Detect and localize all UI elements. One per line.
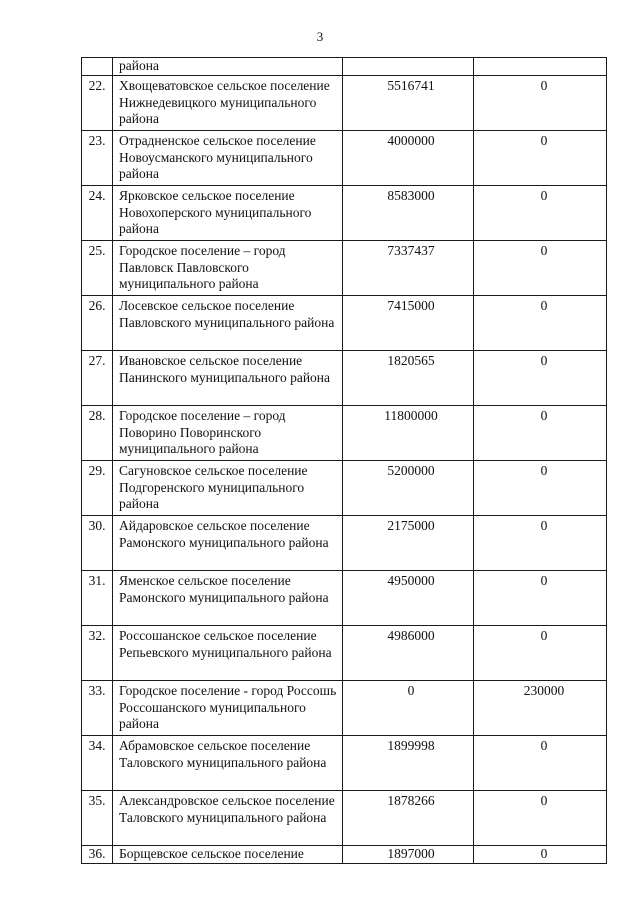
amount-value-1: 4986000 <box>343 626 474 681</box>
amount-value-1: 0 <box>343 681 474 736</box>
amount-value-2: 0 <box>474 186 607 241</box>
amount-value-1: 1878266 <box>343 791 474 846</box>
settlement-name: Городское поселение – город Павловск Павловского муниципального района <box>113 241 343 296</box>
row-number: 27. <box>82 351 113 406</box>
settlement-name: Городское поселение – город Поворино Поворинского муниципального района <box>113 406 343 461</box>
row-number: 28. <box>82 406 113 461</box>
amount-value-2: 0 <box>474 461 607 516</box>
row-number: 32. <box>82 626 113 681</box>
row-number <box>82 58 113 76</box>
amount-value-2: 230000 <box>474 681 607 736</box>
amount-value-2: 0 <box>474 516 607 571</box>
table-body <box>82 58 607 864</box>
table-row <box>82 461 607 516</box>
settlement-name: Александровское сельское поселение Таловского муниципального района <box>113 791 343 846</box>
table-row <box>82 516 607 571</box>
amount-value-2: 0 <box>474 76 607 131</box>
row-number: 30. <box>82 516 113 571</box>
row-number: 33. <box>82 681 113 736</box>
amount-value-2: 0 <box>474 406 607 461</box>
row-number: 35. <box>82 791 113 846</box>
row-number: 23. <box>82 131 113 186</box>
table-row <box>82 296 607 351</box>
table-row <box>82 681 607 736</box>
table-row <box>82 186 607 241</box>
settlement-name: Борщевское сельское поселение <box>113 846 343 864</box>
settlement-name: Отрадненское сельское поселение Новоусманского муниципального района <box>113 131 343 186</box>
amount-value-1: 4950000 <box>343 571 474 626</box>
table-row <box>82 76 607 131</box>
page-number: 3 <box>316 29 324 44</box>
amount-value-2: 0 <box>474 736 607 791</box>
amount-value-2: 0 <box>474 296 607 351</box>
amount-value-1: 1820565 <box>343 351 474 406</box>
amount-value-2: 0 <box>474 791 607 846</box>
settlement-name: Ярковское сельское поселение Новохоперского муниципального района <box>113 186 343 241</box>
table-row <box>82 241 607 296</box>
table-row <box>82 406 607 461</box>
amount-value-2: 0 <box>474 846 607 864</box>
settlement-name: Ивановское сельское поселение Панинского муниципального района <box>113 351 343 406</box>
row-number: 29. <box>82 461 113 516</box>
settlement-name: Городское поселение - город Россошь Россошанского муниципального района <box>113 681 343 736</box>
amount-value-1 <box>343 58 474 76</box>
amount-value-1: 11800000 <box>343 406 474 461</box>
settlement-name: Хвощеватовское сельское поселение Нижнедевицкого муниципального района <box>113 76 343 131</box>
amount-value-1: 1899998 <box>343 736 474 791</box>
amount-value-2: 0 <box>474 241 607 296</box>
row-number: 25. <box>82 241 113 296</box>
table-row <box>82 736 607 791</box>
amount-value-1: 7415000 <box>343 296 474 351</box>
settlement-name: Россошанское сельское поселение Репьевского муниципального района <box>113 626 343 681</box>
table-row <box>82 571 607 626</box>
table-row <box>82 791 607 846</box>
table-row <box>82 626 607 681</box>
row-number: 34. <box>82 736 113 791</box>
table-row <box>82 351 607 406</box>
settlement-name: Яменское сельское поселение Рамонского муниципального района <box>113 571 343 626</box>
amount-value-2: 0 <box>474 626 607 681</box>
row-number: 26. <box>82 296 113 351</box>
amount-value-2: 0 <box>474 571 607 626</box>
amount-value-2: 0 <box>474 131 607 186</box>
amount-value-1: 7337437 <box>343 241 474 296</box>
amount-value-1: 1897000 <box>343 846 474 864</box>
settlement-name: Сагуновское сельское поселение Подгоренского муниципального района <box>113 461 343 516</box>
budget-table <box>81 57 607 864</box>
settlement-name: района <box>113 58 343 76</box>
settlement-name: Айдаровское сельское поселение Рамонского муниципального района <box>113 516 343 571</box>
amount-value-1: 5516741 <box>343 76 474 131</box>
settlement-name: Абрамовское сельское поселение Таловского муниципального района <box>113 736 343 791</box>
table-row-last <box>82 846 607 864</box>
row-number: 36. <box>82 846 113 864</box>
amount-value-1: 8583000 <box>343 186 474 241</box>
amount-value-2 <box>474 58 607 76</box>
settlement-name: Лосевское сельское поселение Павловского муниципального района <box>113 296 343 351</box>
row-number: 31. <box>82 571 113 626</box>
row-number: 24. <box>82 186 113 241</box>
table-row-continued <box>82 58 607 76</box>
amount-value-1: 5200000 <box>343 461 474 516</box>
amount-value-1: 2175000 <box>343 516 474 571</box>
table-row <box>82 131 607 186</box>
row-number: 22. <box>82 76 113 131</box>
amount-value-1: 4000000 <box>343 131 474 186</box>
amount-value-2: 0 <box>474 351 607 406</box>
